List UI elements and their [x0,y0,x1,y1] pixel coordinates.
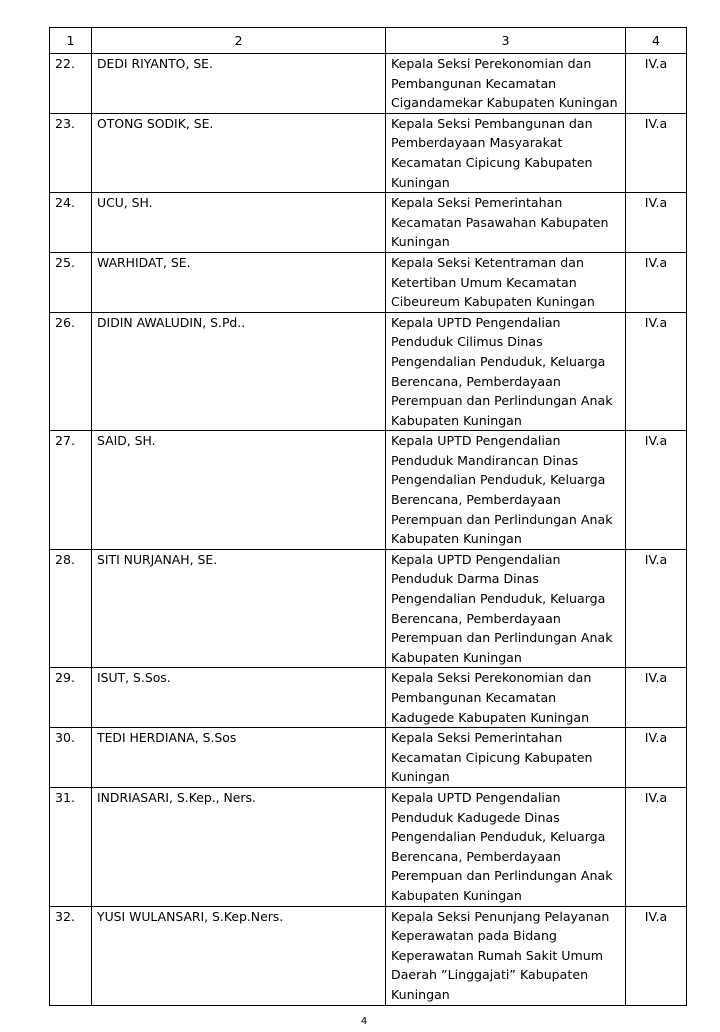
table-row [50,431,687,550]
row-number: 22. [50,54,92,114]
table-row [50,312,687,431]
row-number: 30. [50,728,92,788]
row-number: 29. [50,668,92,728]
header-col-1: 1 [50,28,92,54]
row-number: 24. [50,193,92,253]
rank-grade: IV.a [626,549,687,668]
official-name: SITI NURJANAH, SE. [92,549,386,668]
row-number: 25. [50,252,92,312]
position-title: Kepala Seksi Ketentraman dan Ketertiban Umum Kecamatan Cibeureum Kabupaten Kuningan [386,252,626,312]
row-number: 27. [50,431,92,550]
row-number: 26. [50,312,92,431]
table-row [50,549,687,668]
official-name: TEDI HERDIANA, S.Sos [92,728,386,788]
rank-grade: IV.a [626,252,687,312]
table-row [50,668,687,728]
official-name: ISUT, S.Sos. [92,668,386,728]
official-name: DEDI RIYANTO, SE. [92,54,386,114]
rank-grade: IV.a [626,668,687,728]
position-title: Kepala UPTD Pengendalian Penduduk Mandirancan Dinas Pengendalian Penduduk, Keluarga Berencana, Pemberdayaan Perempuan dan Perlindungan Anak Kabupaten Kuningan [386,431,626,550]
row-number: 32. [50,906,92,1005]
header-row [50,28,687,54]
official-name: UCU, SH. [92,193,386,253]
official-name: INDRIASARI, S.Kep., Ners. [92,787,386,906]
position-title: Kepala UPTD Pengendalian Penduduk Darma Dinas Pengendalian Penduduk, Keluarga Berencana, Pemberdayaan Perempuan dan Perlindungan Anak Kabupaten Kuningan [386,549,626,668]
official-name: YUSI WULANSARI, S.Kep.Ners. [92,906,386,1005]
position-title: Kepala Seksi Perekonomian dan Pembangunan Kecamatan Kadugede Kabupaten Kuningan [386,668,626,728]
rank-grade: IV.a [626,787,687,906]
header-col-4: 4 [626,28,687,54]
official-name: WARHIDAT, SE. [92,252,386,312]
position-title: Kepala Seksi Penunjang Pelayanan Keperawatan pada Bidang Keperawatan Rumah Sakit Umum Daerah ”Linggajati” Kabupaten Kuningan [386,906,626,1005]
table-row [50,728,687,788]
position-title: Kepala Seksi Pemerintahan Kecamatan Pasawahan Kabupaten Kuningan [386,193,626,253]
row-number: 31. [50,787,92,906]
table-row [50,113,687,192]
table-row [50,193,687,253]
position-title: Kepala UPTD Pengendalian Penduduk Kadugede Dinas Pengendalian Penduduk, Keluarga Berencana, Pemberdayaan Perempuan dan Perlindungan Anak Kabupaten Kuningan [386,787,626,906]
position-title: Kepala UPTD Pengendalian Penduduk Cilimus Dinas Pengendalian Penduduk, Keluarga Berencana, Pemberdayaan Perempuan dan Perlindungan Anak Kabupaten Kuningan [386,312,626,431]
table-row [50,787,687,906]
rank-grade: IV.a [626,113,687,192]
rank-grade: IV.a [626,431,687,550]
official-name: OTONG SODIK, SE. [92,113,386,192]
rank-grade: IV.a [626,728,687,788]
table-row [50,252,687,312]
rank-grade: IV.a [626,312,687,431]
page-number: 4 [360,1016,368,1027]
header-col-2: 2 [92,28,386,54]
official-name: SAID, SH. [92,431,386,550]
row-number: 28. [50,549,92,668]
official-name: DIDIN AWALUDIN, S.Pd.. [92,312,386,431]
rank-grade: IV.a [626,54,687,114]
table-row [50,54,687,114]
row-number: 23. [50,113,92,192]
table-row [50,906,687,1005]
header-col-3: 3 [386,28,626,54]
rank-grade: IV.a [626,193,687,253]
officials-table [49,27,687,1006]
position-title: Kepala Seksi Pemerintahan Kecamatan Cipicung Kabupaten Kuningan [386,728,626,788]
rank-grade: IV.a [626,906,687,1005]
position-title: Kepala Seksi Perekonomian dan Pembangunan Kecamatan Cigandamekar Kabupaten Kuningan [386,54,626,114]
position-title: Kepala Seksi Pembangunan dan Pemberdayaan Masyarakat Kecamatan Cipicung Kabupaten Kuningan [386,113,626,192]
